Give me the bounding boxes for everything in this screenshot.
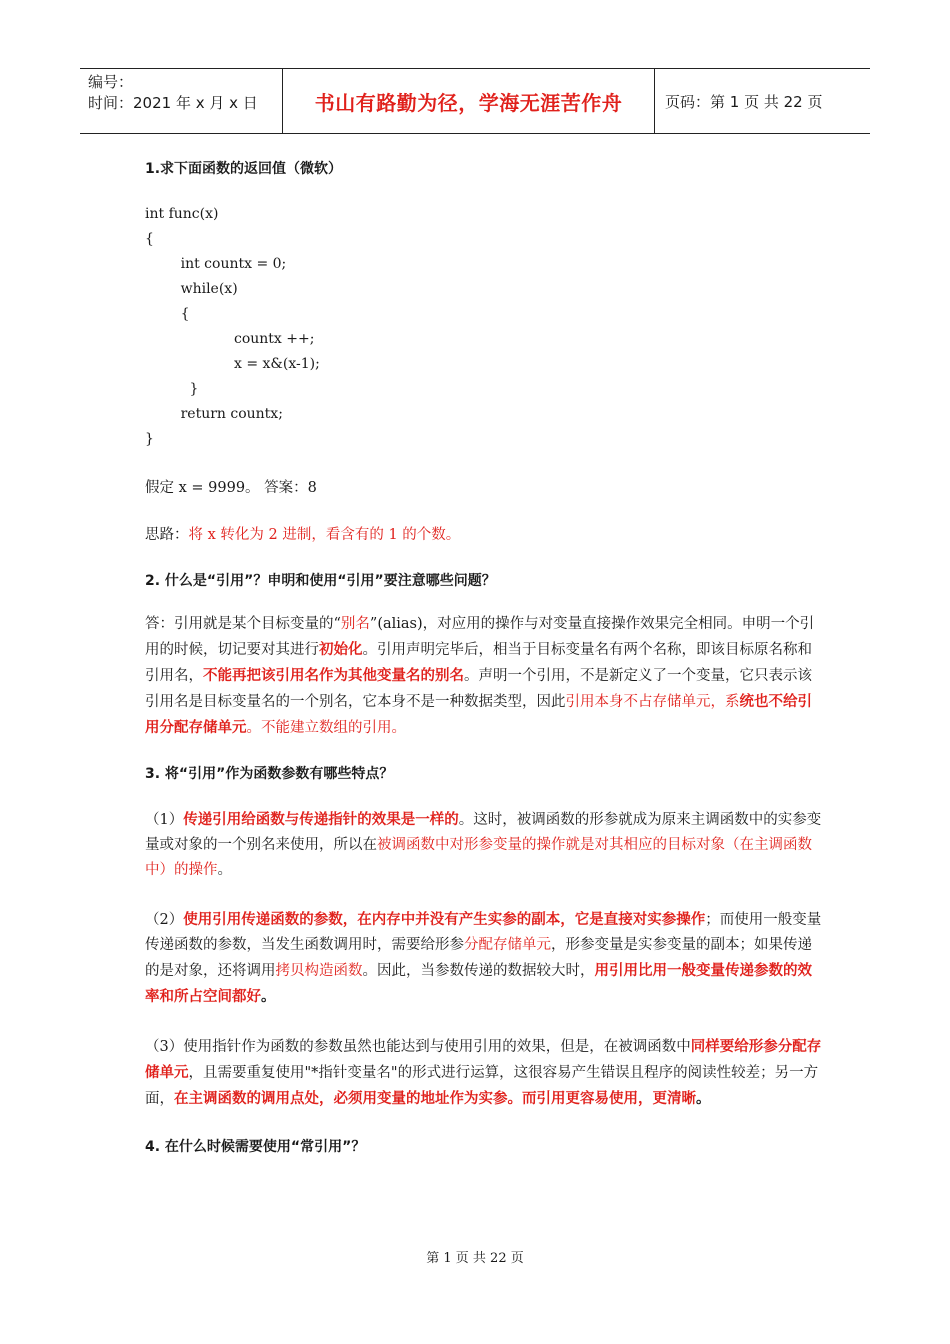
- header-motto-cell: [282, 69, 655, 133]
- q3-point-2: （2）使用引用传递函数的参数，在内存中并没有产生实参的副本，它是直接对实参操作；而使用一般变量传递函数的参数，当发生函数调用时，需要给形参分配存储单元，形参变量是实参变量的副本；如果传递的是对象，还将调用拷贝构造函数。因此，当参数传递的数据较大时，用引用比用一般变量传递参数的效率和所占空间都好。: [145, 911, 822, 1005]
- q3-point-1: （1）传递引用给函数与传递指针的效果是一样的。这时，被调函数的形参就成为原来主调函数中的实参变量或对象的一个别名来使用，所以在被调函数中对形参变量的操作就是对其相应的目标对象（在主调函数中）的操作。: [145, 811, 822, 878]
- q1-idea: 思路：将 x 转化为 2 进制，看含有的 1 的个数。: [145, 527, 461, 543]
- header-motto: 书山有路勤为径，学海无涯苦作舟: [314, 90, 623, 115]
- page-footer: 第 1 页 共 22 页: [426, 1251, 524, 1266]
- header-page-info: 页码：第 1 页 共 22 页: [665, 92, 823, 111]
- q3-point-3: （3）使用指针作为函数的参数虽然也能达到与使用引用的效果，但是，在被调函数中同样要给形参分配存储单元，且需要重复使用"*指针变量名"的形式进行运算，这很容易产生错误且程序的阅读性较差；另一方面，在主调函数的调用点处，必须用变量的地址作为实参。而引用更容易使用，更清晰。: [145, 1038, 822, 1107]
- header-time-label: 时间：2021 年 x 月 x 日: [88, 94, 258, 112]
- code-line: x = x&(x-1);: [145, 356, 320, 372]
- code-line: {: [145, 231, 154, 247]
- code-line: return countx;: [145, 406, 283, 422]
- header-meta: [80, 69, 282, 133]
- question-1-title: 1.求下面函数的返回值（微软）: [145, 161, 343, 177]
- code-line: countx ++;: [145, 331, 315, 347]
- q1-assumption: 假定 x = 9999。 答案：8: [145, 480, 317, 496]
- code-line: {: [145, 306, 190, 322]
- code-line: }: [145, 381, 199, 397]
- header-page-cell: [655, 69, 870, 133]
- code-line: int func(x): [145, 206, 219, 222]
- page-header: [80, 68, 870, 134]
- question-3-title: 3. 将“引用”作为函数参数有哪些特点？: [145, 766, 394, 782]
- header-number-label: 编号：: [88, 73, 134, 91]
- q2-answer: 答：引用就是某个目标变量的“别名”(alias)，对应用的操作与对变量直接操作效果完全相同。申明一个引用的时候，切记要对其进行初始化。引用声明完毕后，相当于目标变量名有两个名称，即该目标原名称和引用名，不能再把该引用名作为其他变量名的别名。声明一个引用，不是新定义了一个变量，它只表示该引用名是目标变量名的一个别名，它本身不是一种数据类型，因此引用本身不占存储单元，系统也不给引用分配存储单元。不能建立数组的引用。: [145, 616, 815, 736]
- code-line: while(x): [145, 281, 238, 297]
- document-body: [145, 158, 825, 1156]
- code-line: }: [145, 431, 154, 447]
- code-block: [145, 202, 825, 452]
- question-2-title: 2. 什么是“引用”？申明和使用“引用”要注意哪些问题？: [145, 573, 496, 589]
- code-line: int countx = 0;: [145, 256, 287, 272]
- question-4-title: 4. 在什么时候需要使用“常引用”？: [145, 1139, 366, 1155]
